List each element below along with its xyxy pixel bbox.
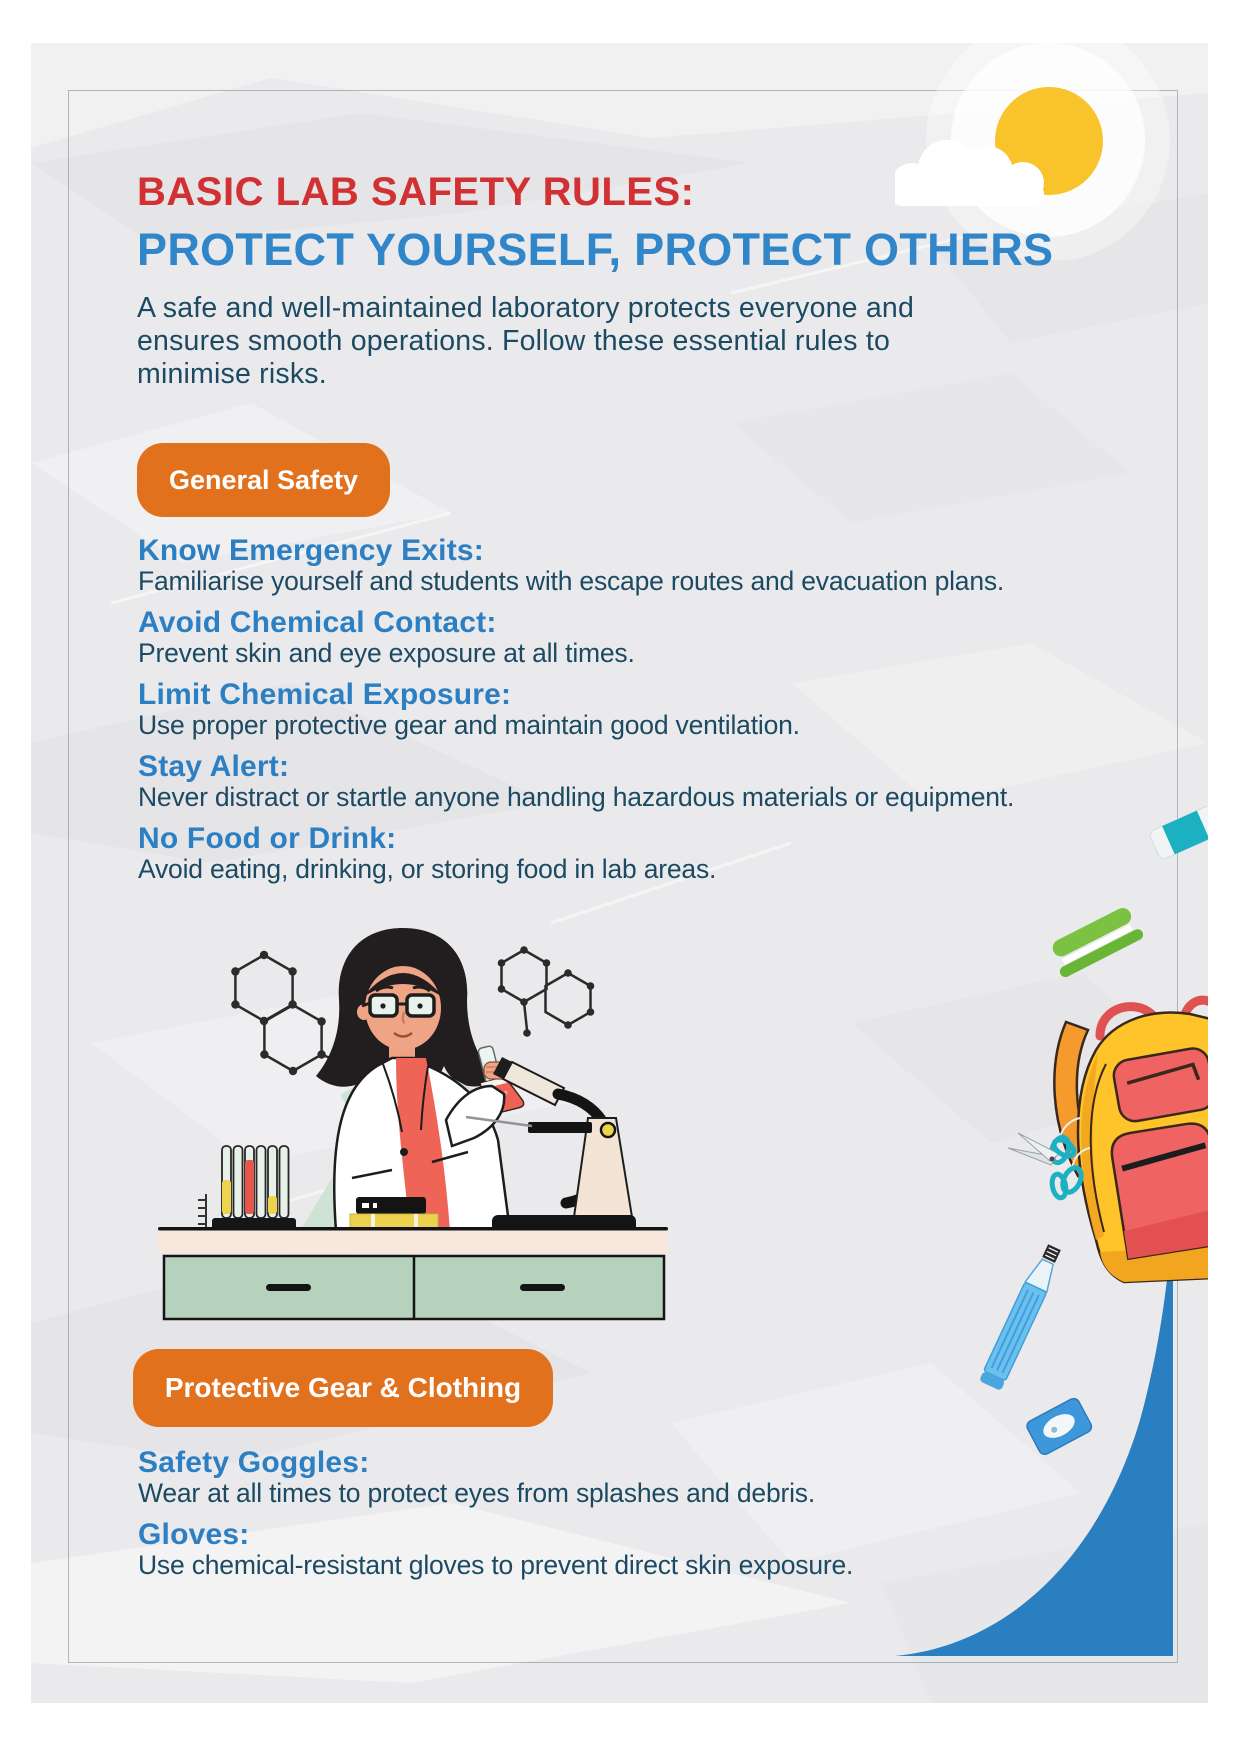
rule-description: Prevent skin and eye exposure at all times. — [138, 638, 635, 668]
rule-description: Never distract or startle anyone handling hazardous materials or equipment. — [138, 782, 1015, 812]
rule-description: Familiarise yourself and students with escape routes and evacuation plans. — [138, 566, 1005, 596]
page-title-line2: PROTECT YOURSELF, PROTECT OTHERS — [137, 224, 1054, 275]
school-supplies-decorations — [880, 780, 1208, 1460]
list-item — [138, 534, 1183, 596]
stapler-icon — [1046, 904, 1145, 979]
rule-title: No Food or Drink: — [138, 822, 397, 855]
intro-paragraph — [137, 292, 1097, 391]
list-item — [138, 678, 1183, 740]
rule-title: Avoid Chemical Contact: — [138, 606, 497, 639]
rule-description: Wear at all times to protect eyes from splashes and debris. — [138, 1478, 816, 1508]
books-icon — [350, 1197, 438, 1232]
scissors-icon — [1008, 1133, 1077, 1199]
test-tubes-icon — [198, 1146, 296, 1232]
eraser-icon — [1148, 805, 1208, 861]
rule-title: Gloves: — [138, 1518, 250, 1551]
poster-background — [31, 43, 1208, 1703]
intro-line: ensures smooth operations. Follow these essential rules to — [137, 325, 890, 357]
desk-illustration — [158, 1227, 668, 1319]
pen-icon — [979, 1242, 1065, 1391]
badge-label: General Safety — [168, 464, 359, 495]
badge-label: Protective Gear & Clothing — [164, 1372, 522, 1403]
backpack-icon — [1048, 1000, 1208, 1282]
section-badge-general-safety — [137, 443, 390, 517]
rule-description: Use chemical-resistant gloves to prevent direct skin exposure. — [138, 1550, 854, 1580]
scientist-figure — [300, 928, 524, 1231]
page-title-line1: BASIC LAB SAFETY RULES: — [137, 170, 695, 214]
glasses-icon — [362, 995, 434, 1016]
molecule-icon — [498, 946, 595, 1037]
rule-title: Stay Alert: — [138, 750, 290, 783]
rule-description: Avoid eating, drinking, or storing food in lab areas. — [138, 854, 717, 884]
sharpener-icon — [1025, 1396, 1094, 1456]
drawer-handle — [520, 1284, 565, 1291]
scientist-illustration — [140, 925, 685, 1330]
rule-description: Use proper protective gear and maintain good ventilation. — [138, 710, 800, 740]
section-badge-protective-gear — [133, 1349, 553, 1427]
intro-line: minimise risks. — [137, 358, 327, 390]
list-item — [138, 606, 1183, 668]
rule-title: Limit Chemical Exposure: — [138, 678, 512, 711]
drawer-handle — [266, 1284, 311, 1291]
intro-line: A safe and well-maintained laboratory protects everyone and — [137, 292, 914, 324]
rule-title: Safety Goggles: — [138, 1446, 370, 1479]
rule-title: Know Emergency Exits: — [138, 534, 484, 567]
list-item — [138, 1518, 1183, 1580]
protective-gear-list — [138, 1446, 1183, 1590]
